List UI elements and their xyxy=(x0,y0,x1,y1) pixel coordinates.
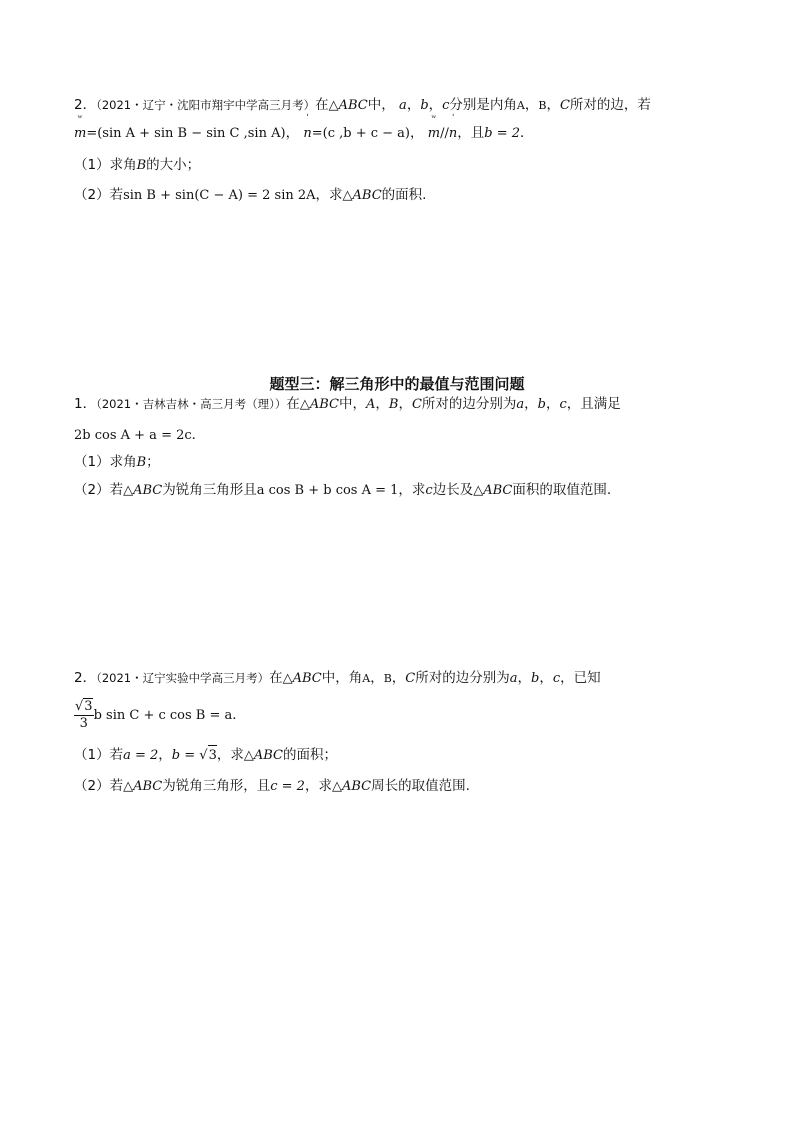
var-c: c xyxy=(552,671,561,686)
vec-label: n xyxy=(303,126,312,141)
vector-n-expr: =(c ,b + c − a) xyxy=(311,126,410,141)
sep: ， xyxy=(409,125,424,141)
text: 周长的取值范围. xyxy=(371,778,470,794)
text: 中，角 xyxy=(321,670,363,686)
text: ，且满足 xyxy=(566,396,621,412)
section-title: 题型三：解三角形中的最值与范围问题 xyxy=(269,375,525,393)
text: 在 xyxy=(286,396,300,412)
p2-q2 xyxy=(74,480,611,501)
var-b: b xyxy=(420,98,429,113)
triangle-label: △ABC xyxy=(123,779,163,794)
condition-b: b = xyxy=(171,748,200,763)
problem-number: 2． xyxy=(74,97,97,113)
text: （2）若 xyxy=(74,778,124,794)
text: ，求 xyxy=(216,747,244,763)
triangle-label: △ABC xyxy=(328,98,368,113)
p3-line1: 2．（2021・辽宁实验中学高三月考）在△ABC中，角A，B，C所对的边分别为a，b，c，已知 xyxy=(74,670,601,686)
vector-arrow-icon: ˈ xyxy=(451,114,455,124)
var-c: c xyxy=(442,98,450,113)
triangle-label: △ABC xyxy=(331,779,372,794)
vector-m xyxy=(74,114,87,144)
text: 的面积. xyxy=(381,187,427,203)
p3-line2: $\frac{√3}{3}$ b sin C + c cos B = a． xyxy=(75,699,246,731)
vector-m xyxy=(427,114,441,144)
var-a: a xyxy=(509,671,518,686)
var-C: C xyxy=(559,98,570,113)
p2-line1: 1．（2021・吉林吉林・高三月考（理））在△ABC中，A，B，C所对的边分别为a，b，c，且满足 xyxy=(74,396,621,412)
fraction-numerator: √3 xyxy=(75,699,93,714)
text: 的面积； xyxy=(282,747,337,763)
vec-label: m xyxy=(74,126,87,141)
var-B: B xyxy=(388,397,399,412)
equation: sin B + sin(C − A) = 2 sin 2A xyxy=(123,188,316,203)
sep: ， xyxy=(546,97,560,113)
fraction xyxy=(74,698,94,732)
var-b: b xyxy=(537,397,546,412)
text: ； xyxy=(146,454,160,470)
triangle-label: △ABC xyxy=(123,483,163,498)
problem-source: （2021・辽宁・沈阳市翔宇中学高三月考） xyxy=(96,98,316,112)
problem-number: 2． xyxy=(74,670,97,686)
vector-arrow-icon: ʷ xyxy=(77,114,83,124)
equation: 2b cos A + a = 2c xyxy=(74,428,192,443)
problem-source: （2021・辽宁实验中学高三月考） xyxy=(96,671,270,685)
vector-arrow-icon: ˈ xyxy=(306,114,309,124)
equation: b sin C + c cos B = a xyxy=(93,708,233,723)
p3-q1: （1）若a = 2，b = √3，求△ABC的面积； xyxy=(74,745,337,766)
sep: ， xyxy=(406,97,421,113)
var-A: A xyxy=(366,397,376,412)
text: 所对的边，若 xyxy=(569,97,651,113)
parallel-symbol: // xyxy=(440,126,449,141)
sep: ， xyxy=(285,125,300,141)
vector-m-expr: =(sin A + sin B − sin C ,sin A) xyxy=(86,126,286,141)
text: 边长及 xyxy=(432,482,474,498)
text: ，且 xyxy=(457,125,485,141)
text: 面积的取值范围. xyxy=(512,482,612,498)
p3-q2 xyxy=(74,776,470,797)
text: 为锐角三角形，且 xyxy=(162,778,271,794)
var-b: b xyxy=(531,671,540,686)
text: 中， xyxy=(339,396,366,412)
text: 分别是内角 xyxy=(449,97,517,113)
var-B: B xyxy=(136,158,147,173)
var-B: B xyxy=(538,99,547,112)
text: 在 xyxy=(315,97,329,113)
vec-label: m xyxy=(427,126,441,141)
sqrt-radicand: 3 xyxy=(208,745,217,766)
var-c: c xyxy=(559,397,567,412)
problem-number: 1． xyxy=(74,396,97,412)
text: ． xyxy=(520,125,534,141)
text: （2）若 xyxy=(74,482,124,498)
var-a: a xyxy=(399,98,407,113)
text: 所对的边分别为 xyxy=(415,670,510,686)
triangle-label: △ABC xyxy=(473,483,513,498)
sqrt-radicand: 3 xyxy=(84,699,93,714)
p1-line1 xyxy=(74,95,651,116)
var-C: C xyxy=(405,671,416,686)
p1-q2 xyxy=(74,185,426,206)
text: ，求 xyxy=(304,778,332,794)
var-B: B xyxy=(136,455,147,470)
condition-b: b = 2 xyxy=(484,126,520,141)
vector-n xyxy=(448,114,458,144)
text: ，求 xyxy=(398,482,426,498)
text: 中， xyxy=(367,97,395,113)
condition-c: c = 2 xyxy=(270,779,305,794)
equation: a cos B + b cos A = 1 xyxy=(256,483,399,498)
text: 为锐角三角形且 xyxy=(162,482,257,498)
text: ，求 xyxy=(315,187,343,203)
text: （2）若 xyxy=(74,187,124,203)
text: （1）求角 xyxy=(74,157,137,173)
sep: ， xyxy=(524,97,539,113)
p2-line2: 2b cos A + a = 2c． xyxy=(74,427,206,443)
var-A: A xyxy=(362,672,371,685)
triangle-label: △ABC xyxy=(299,397,339,412)
text: （1）若 xyxy=(74,747,124,763)
var-c: c xyxy=(425,483,433,498)
var-B: B xyxy=(383,672,392,685)
text: 在 xyxy=(269,670,283,686)
var-a: a xyxy=(516,397,525,412)
triangle-label: △ABC xyxy=(342,188,382,203)
text: ，已知 xyxy=(560,670,601,686)
vec-label: n xyxy=(448,126,458,141)
problem-source: （2021・吉林吉林・高三月考（理）） xyxy=(96,397,287,411)
text: 的大小； xyxy=(146,157,201,173)
var-C: C xyxy=(411,397,422,412)
var-A: A xyxy=(516,99,525,112)
sqrt: √3 xyxy=(199,748,217,763)
p2-q1 xyxy=(74,452,160,473)
fraction-denominator: 3 xyxy=(79,716,88,731)
vector-n xyxy=(303,114,312,144)
p1-q1 xyxy=(74,155,200,176)
triangle-label: △ABC xyxy=(282,671,322,686)
p1-line2 xyxy=(74,114,534,144)
text: 所对的边分别为 xyxy=(421,396,517,412)
vector-arrow-icon: ʷ xyxy=(431,114,437,124)
sep: ， xyxy=(428,97,443,113)
text: （1）求角 xyxy=(74,454,137,470)
triangle-label: △ABC xyxy=(243,748,283,763)
condition-a: a = 2 xyxy=(123,748,159,763)
